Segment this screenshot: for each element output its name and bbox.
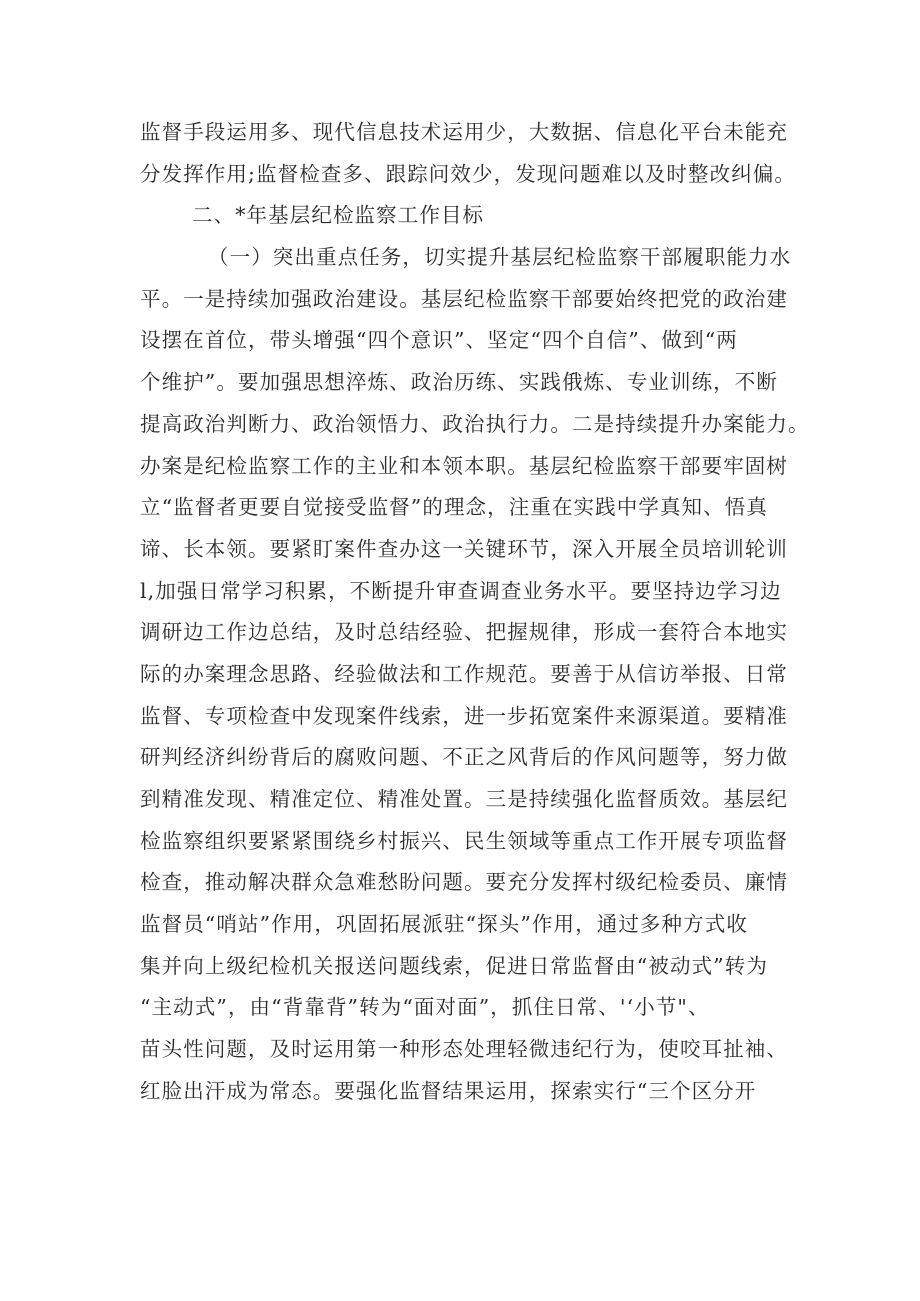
subsection-heading-line: （一）突出重点任务，切实提升基层纪检监察干部履职能力水	[208, 245, 792, 270]
text-line: 个维护”。要加强思想淬炼、政治历练、实践俄炼、专业训练，不断	[140, 370, 778, 395]
text-line: 分发挥作用;监督检查多、跟踪问效少，发现问题难以及时整改纠偏。	[140, 161, 797, 186]
text-line: 监督员“哨站”作用，巩固拓展派驻“探头”作用，通过多种方式收	[140, 912, 748, 937]
text-line: 提高政治判断力、政治领悟力、政治执行力。二是持续提升办案能力。	[140, 411, 810, 436]
text-line: 办案是纪检监察工作的主业和本领本职。基层纪检监察干部要牢固树	[140, 453, 788, 478]
text-line: 监督、专项检查中发现案件线索，进一步拓宽案件来源渠道。要精准	[140, 703, 788, 728]
text-line: 苗头性问题，及时运用第一种形态处理轻微违纪行为，使咬耳扯袖、	[140, 1037, 788, 1062]
text-line: 设摆在首位，带头增强“四个意识”、坚定“四个自信”、做到“两	[140, 328, 738, 353]
text-line: 集并向上级纪检机关报送问题线索，促进日常监督由“被动式”转为	[140, 953, 768, 978]
document-body	[140, 112, 810, 1113]
text-line: l,加强日常学习积累，不断提升审查调查业务水平。要坚持边学习边	[140, 578, 782, 603]
text-line: 监督手段运用多、现代信息技术运用少，大数据、信息化平台未能充	[140, 120, 788, 144]
text-line: 立“监督者更要自觉接受监督”的理念，注重在实践中学真知、悟真	[140, 495, 768, 520]
text-line: 平。一是持续加强政治建设。基层纪检监察干部要始终把党的政治建	[140, 286, 788, 311]
text-line: 检查，推动解决群众急难愁盼问题。要充分发挥村级纪检委员、廉情	[140, 870, 788, 895]
section-heading: 二、*年基层纪检监察工作目标	[192, 203, 485, 228]
text-line: 际的办案理念思路、经验做法和工作规范。要善于从信访举报、日常	[140, 661, 788, 686]
text-line: 到精准发现、精准定位、精准处置。三是持续强化监督质效。基层纪	[140, 787, 788, 811]
text-line: 研判经济纠纷背后的腐败问题、不正之风背后的作风问题等，努力做	[140, 745, 788, 770]
text-line: 调研边工作边总结，及时总结经验、把握规律，形成一套符合本地实	[140, 620, 788, 645]
text-line: 红脸出汗成为常态。要强化监督结果运用，探索实行“三个区分开	[140, 1078, 757, 1103]
text-line: 谛、长本领。要紧盯案件查办这一关键环节，深入开展全员培训轮训	[140, 536, 788, 561]
text-line: 检监察组织要紧紧围绕乡村振兴、民生领域等重点工作开展专项监督	[140, 828, 788, 853]
text-line: “主动式”，由“背靠背”转为“面对面”，抓住日常、'‘小节"、	[140, 995, 710, 1020]
